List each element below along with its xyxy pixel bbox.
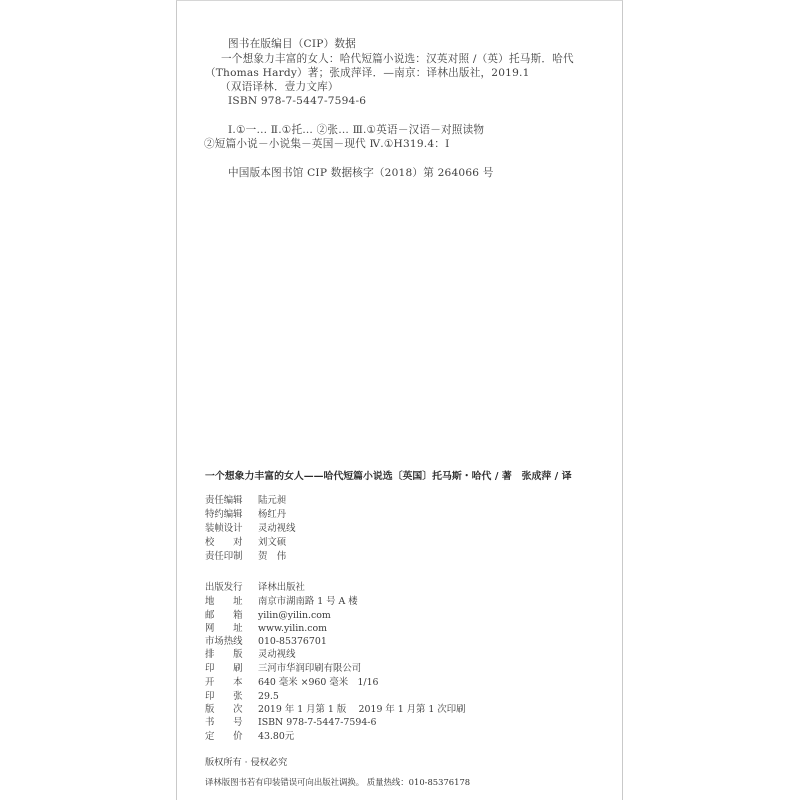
publication-label: 排 版 — [205, 649, 243, 660]
publication-value: 南京市湖南路 1 号 A 楼 — [258, 596, 358, 607]
publication-row — [205, 622, 327, 635]
credit-value: 杨红丹 — [258, 509, 287, 520]
cip-heading: 图书在版编目（CIP）数据 — [228, 38, 356, 50]
publication-row — [205, 662, 361, 675]
credit-row — [205, 550, 286, 563]
publication-label: 书 号 — [205, 717, 243, 728]
credit-row — [205, 494, 286, 507]
publication-row — [205, 648, 296, 661]
credit-value: 刘文硕 — [258, 537, 287, 548]
credit-label: 装帧设计 — [205, 523, 243, 534]
publication-row — [205, 581, 305, 594]
publication-label: 地 址 — [205, 596, 243, 607]
publication-value: 译林出版社 — [258, 582, 305, 593]
credit-value: 贺 伟 — [258, 551, 287, 562]
credit-label: 责任编辑 — [205, 495, 243, 506]
publication-label: 印 张 — [205, 691, 243, 702]
cip-classification-line: ②短篇小说－小说集－英国－现代 Ⅳ.①H319.4：Ⅰ — [204, 138, 450, 150]
publication-row — [205, 690, 279, 703]
publication-row — [205, 595, 358, 608]
cip-series-line: （双语译林．壹力文库） — [220, 81, 339, 93]
cip-record-number: 中国版本图书馆 CIP 数据核字（2018）第 264066 号 — [228, 167, 494, 179]
publication-row — [205, 676, 379, 689]
publication-row — [205, 635, 327, 648]
publication-row — [205, 609, 331, 622]
publication-label: 定 价 — [205, 731, 243, 742]
cip-title-line: 一个想象力丰富的女人：哈代短篇小说选：汉英对照 /（英）托马斯．哈代 — [221, 53, 574, 65]
publication-value: yilin@yilin.com — [258, 610, 331, 621]
cip-isbn-line: ISBN 978-7-5447-7594-6 — [228, 95, 367, 107]
publication-value: 灵动视线 — [258, 649, 296, 660]
publication-value: ISBN 978-7-5447-7594-6 — [258, 717, 377, 728]
credit-row — [205, 522, 296, 535]
publication-label: 网 址 — [205, 623, 243, 634]
quality-hotline-note: 译林版图书若有印装错误可向出版社调换。 质量热线：010-85376178 — [205, 777, 471, 787]
credit-label: 特约编辑 — [205, 509, 243, 520]
publication-label: 市场热线 — [205, 636, 243, 647]
publication-value: 29.5 — [258, 691, 279, 702]
publication-value: 三河市华润印刷有限公司 — [258, 663, 362, 674]
publication-label: 开 本 — [205, 677, 243, 688]
publication-row — [205, 730, 294, 743]
publication-row — [205, 703, 465, 716]
publication-label: 出版发行 — [205, 582, 243, 593]
copyright-notice: 版权所有 · 侵权必究 — [205, 757, 288, 768]
publication-row — [205, 716, 376, 729]
credit-row — [205, 536, 286, 549]
publication-value: 640 毫米 ×960 毫米 1/16 — [258, 677, 379, 688]
credit-label: 责任印制 — [205, 551, 243, 562]
cip-classification-line: Ⅰ.①一… Ⅱ.①托… ②张… Ⅲ.①英语－汉语－对照读物 — [228, 124, 485, 136]
publication-label: 邮 箱 — [205, 610, 243, 621]
credit-value: 陆元昶 — [258, 495, 287, 506]
credit-value: 灵动视线 — [258, 523, 296, 534]
book-title-line: 一个想象力丰富的女人——哈代短篇小说选〔英国〕托马斯・哈代 / 著 张成萍 / 译 — [205, 471, 572, 482]
publication-value: www.yilin.com — [258, 623, 328, 634]
credit-label: 校 对 — [205, 537, 243, 548]
publication-label: 印 刷 — [205, 663, 243, 674]
publication-label: 版 次 — [205, 704, 243, 715]
publication-value: 010-85376701 — [258, 636, 327, 647]
credit-row — [205, 508, 286, 521]
cip-author-line: （Thomas Hardy）著；张成萍译．—南京：译林出版社，2019.1 — [205, 67, 530, 79]
publication-value: 2019 年 1 月第 1 版 2019 年 1 月第 1 次印刷 — [258, 704, 466, 715]
publication-value: 43.80元 — [258, 731, 295, 742]
